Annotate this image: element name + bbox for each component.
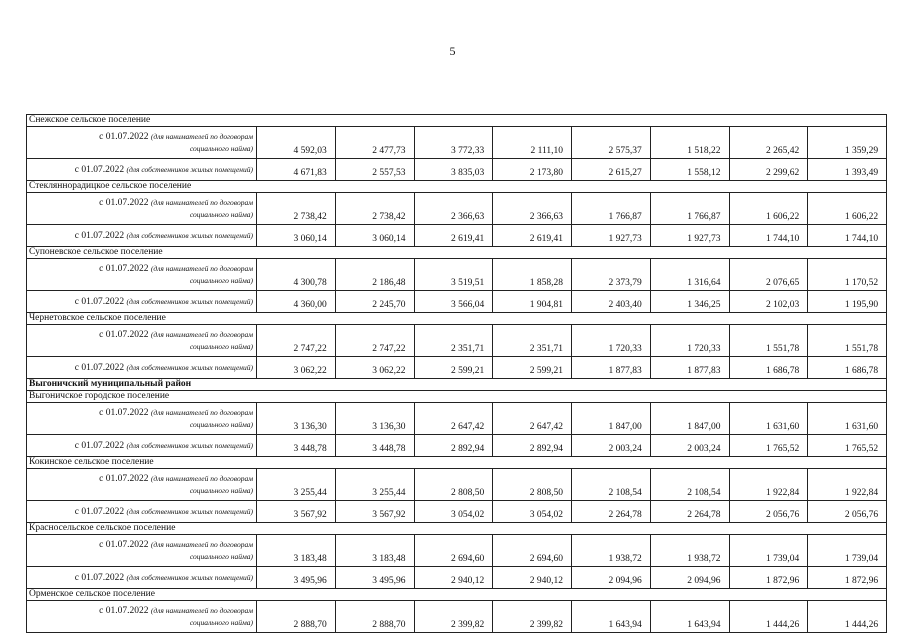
label-note: (для нанимателей по договорам [150, 132, 253, 141]
rate-cell: 2 173,80 [493, 159, 572, 181]
rate-cell: 2 056,76 [808, 501, 887, 523]
rate-cell: 2 557,53 [335, 159, 414, 181]
label-date: с 01.07.2022 [74, 572, 125, 583]
label-date: с 01.07.2022 [74, 440, 125, 451]
rate-cell: 1 927,73 [572, 225, 651, 247]
label-note: (для нанимателей по договорам [150, 330, 253, 339]
settlement-row [27, 247, 887, 259]
rate-cell: 2 647,42 [414, 403, 493, 435]
rate-cell: 1 847,00 [650, 403, 729, 435]
tariff-table [26, 114, 887, 633]
owner-rate-row [27, 357, 887, 379]
settlement-row [27, 457, 887, 469]
rate-cell: 2 477,73 [335, 127, 414, 159]
rate-cell: 1 766,87 [572, 193, 651, 225]
rate-cell: 2 264,78 [650, 501, 729, 523]
rate-cell: 1 686,78 [808, 357, 887, 379]
rate-cell: 2 747,22 [257, 325, 336, 357]
rate-cell: 2 003,24 [572, 435, 651, 457]
rate-cell: 2 111,10 [493, 127, 572, 159]
rate-cell: 1 686,78 [729, 357, 808, 379]
rate-cell: 3 495,96 [335, 567, 414, 589]
label-note: (для нанимателей по договорам [150, 198, 253, 207]
settlement-row [27, 523, 887, 535]
rate-cell: 1 744,10 [808, 225, 887, 247]
rate-cell: 1 877,83 [572, 357, 651, 379]
rate-cell: 2 892,94 [493, 435, 572, 457]
settlement-row [27, 391, 887, 403]
rate-cell: 1 938,72 [572, 535, 651, 567]
row-label [27, 259, 257, 291]
rate-cell: 3 835,03 [414, 159, 493, 181]
rate-cell: 3 183,48 [257, 535, 336, 567]
label-date: с 01.07.2022 [99, 264, 149, 274]
label-note: (для собственников жилых помещений) [126, 572, 253, 582]
rate-cell: 1 872,96 [808, 567, 887, 589]
page-number: 5 [449, 44, 456, 58]
label-note: социального найма) [189, 210, 253, 219]
label-note: социального найма) [189, 276, 253, 285]
rate-cell: 1 643,94 [572, 601, 651, 633]
rate-cell: 1 551,78 [729, 325, 808, 357]
label-date: с 01.07.2022 [99, 132, 149, 142]
label-date: с 01.07.2022 [74, 362, 125, 373]
rate-cell: 2 599,21 [493, 357, 572, 379]
rate-cell: 1 938,72 [650, 535, 729, 567]
label-note: (для собственников жилых помещений) [126, 440, 253, 450]
rate-cell: 4 592,03 [257, 127, 336, 159]
rate-cell: 2 940,12 [414, 567, 493, 589]
tenant-rate-row [27, 535, 887, 567]
label-date: с 01.07.2022 [74, 164, 125, 175]
rate-cell: 2 694,60 [493, 535, 572, 567]
section-title: Выгоничский муниципальный район [27, 379, 887, 391]
rate-cell: 4 360,00 [257, 291, 336, 313]
rate-cell: 2 940,12 [493, 567, 572, 589]
rate-cell: 4 300,78 [257, 259, 336, 291]
rate-cell: 2 108,54 [650, 469, 729, 501]
rate-cell: 2 299,62 [729, 159, 808, 181]
row-label [27, 403, 257, 435]
label-note: (для нанимателей по договорам [150, 264, 253, 273]
rate-cell: 2 003,24 [650, 435, 729, 457]
settlement-row [27, 313, 887, 325]
row-label [27, 601, 257, 633]
rate-cell: 1 346,25 [650, 291, 729, 313]
rate-cell: 2 102,03 [729, 291, 808, 313]
label-date: с 01.07.2022 [99, 606, 149, 616]
label-note: (для нанимателей по договорам [150, 474, 253, 483]
rate-cell: 2 694,60 [414, 535, 493, 567]
rate-cell: 3 062,22 [335, 357, 414, 379]
tenant-rate-row [27, 469, 887, 501]
row-label [27, 469, 257, 501]
rate-cell: 2 615,27 [572, 159, 651, 181]
rate-cell: 2 808,50 [414, 469, 493, 501]
rate-cell: 2 265,42 [729, 127, 808, 159]
label-note: (для собственников жилых помещений) [126, 296, 253, 306]
rate-cell: 1 720,33 [572, 325, 651, 357]
rate-cell: 3 136,30 [335, 403, 414, 435]
rate-cell: 3 255,44 [335, 469, 414, 501]
section-title: Супоневское сельское поселение [27, 247, 887, 259]
rate-cell: 2 056,76 [729, 501, 808, 523]
rate-cell: 1 631,60 [729, 403, 808, 435]
row-label [27, 193, 257, 225]
table-body [27, 115, 887, 633]
section-title: Снежское сельское поселение [27, 115, 887, 127]
rate-cell: 3 566,04 [414, 291, 493, 313]
rate-cell: 2 808,50 [493, 469, 572, 501]
label-note: социального найма) [189, 342, 253, 351]
rate-cell: 1 316,64 [650, 259, 729, 291]
owner-rate-row [27, 159, 887, 181]
rate-cell: 2 575,37 [572, 127, 651, 159]
rate-cell: 1 744,10 [729, 225, 808, 247]
row-label [27, 501, 257, 523]
rate-cell: 3 448,78 [257, 435, 336, 457]
tenant-rate-row [27, 259, 887, 291]
rate-cell: 3 567,92 [257, 501, 336, 523]
rate-cell: 2 076,65 [729, 259, 808, 291]
rate-cell: 2 094,96 [572, 567, 651, 589]
rate-cell: 3 060,14 [257, 225, 336, 247]
label-note: социального найма) [189, 552, 253, 561]
rate-cell: 2 399,82 [493, 601, 572, 633]
label-date: с 01.07.2022 [99, 540, 149, 550]
rate-cell: 1 766,87 [650, 193, 729, 225]
rate-cell: 1 858,28 [493, 259, 572, 291]
owner-rate-row [27, 435, 887, 457]
label-date: с 01.07.2022 [99, 198, 149, 208]
rate-cell: 2 108,54 [572, 469, 651, 501]
owner-rate-row [27, 225, 887, 247]
tenant-rate-row [27, 127, 887, 159]
rate-cell: 2 366,63 [493, 193, 572, 225]
settlement-row [27, 115, 887, 127]
rate-cell: 1 606,22 [808, 193, 887, 225]
rate-cell: 2 888,70 [335, 601, 414, 633]
label-note: (для собственников жилых помещений) [126, 506, 253, 516]
rate-cell: 1 904,81 [493, 291, 572, 313]
rate-cell: 2 366,63 [414, 193, 493, 225]
label-date: с 01.07.2022 [99, 474, 149, 484]
owner-rate-row [27, 501, 887, 523]
section-title: Стекляннорадицкое сельское поселение [27, 181, 887, 193]
rate-cell: 3 060,14 [335, 225, 414, 247]
rate-cell: 1 551,78 [808, 325, 887, 357]
rate-cell: 1 170,52 [808, 259, 887, 291]
district-row [27, 379, 887, 391]
rate-cell: 1 739,04 [808, 535, 887, 567]
label-note: социального найма) [189, 420, 253, 429]
rate-cell: 2 747,22 [335, 325, 414, 357]
rate-cell: 3 062,22 [257, 357, 336, 379]
settlement-row [27, 589, 887, 601]
row-label [27, 225, 257, 247]
rate-cell: 1 765,52 [729, 435, 808, 457]
rate-cell: 3 519,51 [414, 259, 493, 291]
tenant-rate-row [27, 325, 887, 357]
label-note: социального найма) [189, 486, 253, 495]
rate-cell: 1 558,12 [650, 159, 729, 181]
rate-cell: 1 872,96 [729, 567, 808, 589]
rate-cell: 1 720,33 [650, 325, 729, 357]
rate-cell: 1 444,26 [808, 601, 887, 633]
rate-cell: 1 444,26 [729, 601, 808, 633]
rate-cell: 2 373,79 [572, 259, 651, 291]
label-date: с 01.07.2022 [74, 506, 125, 517]
row-label [27, 291, 257, 313]
rate-cell: 1 643,94 [650, 601, 729, 633]
label-note: (для нанимателей по договорам [150, 606, 253, 615]
label-note: (для нанимателей по договорам [150, 408, 253, 417]
rate-cell: 2 738,42 [257, 193, 336, 225]
rate-cell: 2 351,71 [493, 325, 572, 357]
rate-cell: 1 847,00 [572, 403, 651, 435]
rate-cell: 3 136,30 [257, 403, 336, 435]
rate-cell: 2 892,94 [414, 435, 493, 457]
rate-cell: 2 599,21 [414, 357, 493, 379]
section-title: Выгоничское городское поселение [27, 391, 887, 403]
section-title: Красносельское сельское поселение [27, 523, 887, 535]
label-note: (для собственников жилых помещений) [126, 230, 253, 240]
label-note: (для собственников жилых помещений) [126, 164, 253, 174]
rate-cell: 1 631,60 [808, 403, 887, 435]
rate-cell: 2 647,42 [493, 403, 572, 435]
rate-cell: 2 351,71 [414, 325, 493, 357]
label-date: с 01.07.2022 [99, 408, 149, 418]
rate-cell: 3 772,33 [414, 127, 493, 159]
label-date: с 01.07.2022 [99, 330, 149, 340]
label-date: с 01.07.2022 [74, 296, 125, 307]
owner-rate-row [27, 291, 887, 313]
rate-cell: 2 186,48 [335, 259, 414, 291]
rate-cell: 2 619,41 [493, 225, 572, 247]
label-note: (для собственников жилых помещений) [126, 362, 253, 372]
rate-cell: 3 448,78 [335, 435, 414, 457]
row-label [27, 325, 257, 357]
rate-cell: 3 567,92 [335, 501, 414, 523]
rate-cell: 2 094,96 [650, 567, 729, 589]
rate-cell: 3 495,96 [257, 567, 336, 589]
label-note: социального найма) [189, 618, 253, 627]
rate-cell: 2 245,70 [335, 291, 414, 313]
rate-cell: 2 619,41 [414, 225, 493, 247]
rate-cell: 1 606,22 [729, 193, 808, 225]
rate-cell: 1 359,29 [808, 127, 887, 159]
rate-cell: 1 765,52 [808, 435, 887, 457]
tenant-rate-row [27, 601, 887, 633]
rate-cell: 2 888,70 [257, 601, 336, 633]
rate-cell: 2 264,78 [572, 501, 651, 523]
rate-cell: 3 054,02 [414, 501, 493, 523]
rate-cell: 2 399,82 [414, 601, 493, 633]
section-title: Кокинское сельское поселение [27, 457, 887, 469]
rate-cell: 1 927,73 [650, 225, 729, 247]
row-label [27, 535, 257, 567]
label-note: (для нанимателей по договорам [150, 540, 253, 549]
section-title: Чернетовское сельское поселение [27, 313, 887, 325]
rate-cell: 4 671,83 [257, 159, 336, 181]
row-label [27, 567, 257, 589]
owner-rate-row [27, 567, 887, 589]
row-label [27, 159, 257, 181]
label-note: социального найма) [189, 144, 253, 153]
rate-cell: 3 183,48 [335, 535, 414, 567]
rate-cell: 1 739,04 [729, 535, 808, 567]
rate-cell: 1 922,84 [808, 469, 887, 501]
rate-cell: 1 518,22 [650, 127, 729, 159]
rate-cell: 2 738,42 [335, 193, 414, 225]
row-label [27, 357, 257, 379]
rate-cell: 2 403,40 [572, 291, 651, 313]
row-label [27, 435, 257, 457]
tenant-rate-row [27, 193, 887, 225]
rate-cell: 3 054,02 [493, 501, 572, 523]
rate-cell: 1 195,90 [808, 291, 887, 313]
row-label [27, 127, 257, 159]
section-title: Орменское сельское поселение [27, 589, 887, 601]
label-date: с 01.07.2022 [74, 230, 125, 241]
tenant-rate-row [27, 403, 887, 435]
rate-cell: 3 255,44 [257, 469, 336, 501]
settlement-row [27, 181, 887, 193]
rate-cell: 1 877,83 [650, 357, 729, 379]
rate-cell: 1 393,49 [808, 159, 887, 181]
rate-cell: 1 922,84 [729, 469, 808, 501]
